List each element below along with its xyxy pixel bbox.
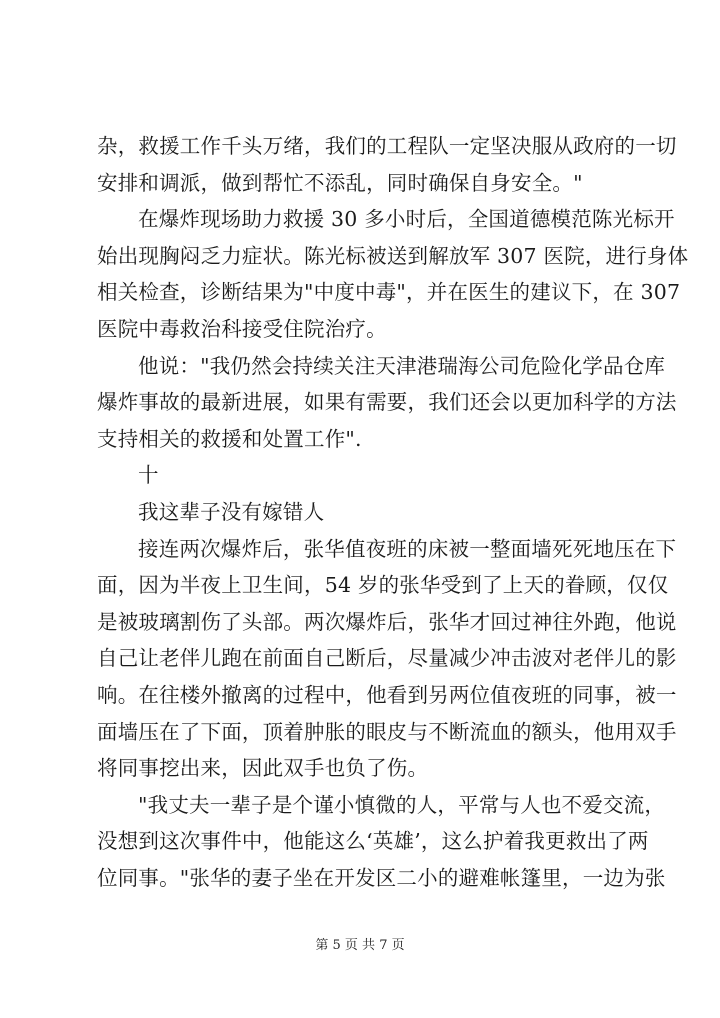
section-heading: 我这辈子没有嫁错人 [138,499,325,524]
text-line: "我丈夫一辈子是个谨小慎微的人，平常与人也不爱交流， [138,792,666,817]
text-line: 始出现胸闷乏力症状。陈光标被送到解放军 307 医院，进行身体 [97,243,689,268]
text-line: 位同事。"张华的妻子坐在开发区二小的避难帐篷里，一边为张 [97,865,666,890]
text-line: 没想到这次事件中，他能这么‘英雄’，这么护着我更救出了两 [97,829,649,854]
text-line: 在爆炸现场助力救援 30 多小时后，全国道德模范陈光标开 [138,207,675,232]
text-line: 自己让老伴儿跑在前面自己断后，尽量减少冲击波对老伴儿的影 [97,646,677,671]
text-line: 他说："我仍然会持续关注天津港瑞海公司危险化学品仓库 [138,353,666,378]
text-line: 面，因为半夜上卫生间，54 岁的张华受到了上天的眷顾，仅仅 [97,573,669,598]
text-line: 安排和调派，做到帮忙不添乱，同时确保自身安全。" [97,170,583,195]
text-line: 支持相关的救援和处置工作". [97,426,362,451]
text-line: 接连两次爆炸后，张华值夜班的床被一整面墙死死地压在下 [138,536,677,561]
text-line: 是被玻璃割伤了头部。两次爆炸后，张华才回过神往外跑，他说 [97,609,677,634]
text-line: 响。在往楼外撤离的过程中，他看到另两位值夜班的同事，被一 [97,682,677,707]
text-line: 相关检查，诊断结果为"中度中毒"，并在医生的建议下，在 307 [97,280,681,305]
page-footer: 第 5 页 共 7 页 [315,938,405,953]
text-line: 爆炸事故的最新进展，如果有需要，我们还会以更加科学的方法 [97,390,677,415]
body-text [97,128,689,896]
text-line: 杂，救援工作千头万绪，我们的工程队一定坚决服从政府的一切 [97,134,677,158]
section-number: 十 [138,463,159,488]
text-line: 将同事挖出来，因此双手也负了伤。 [97,756,429,781]
text-line: 面墙压在了下面，顶着肿胀的眼皮与不断流血的额头，他用双手 [97,719,677,744]
text-line: 医院中毒救治科接受住院治疗。 [97,316,387,341]
